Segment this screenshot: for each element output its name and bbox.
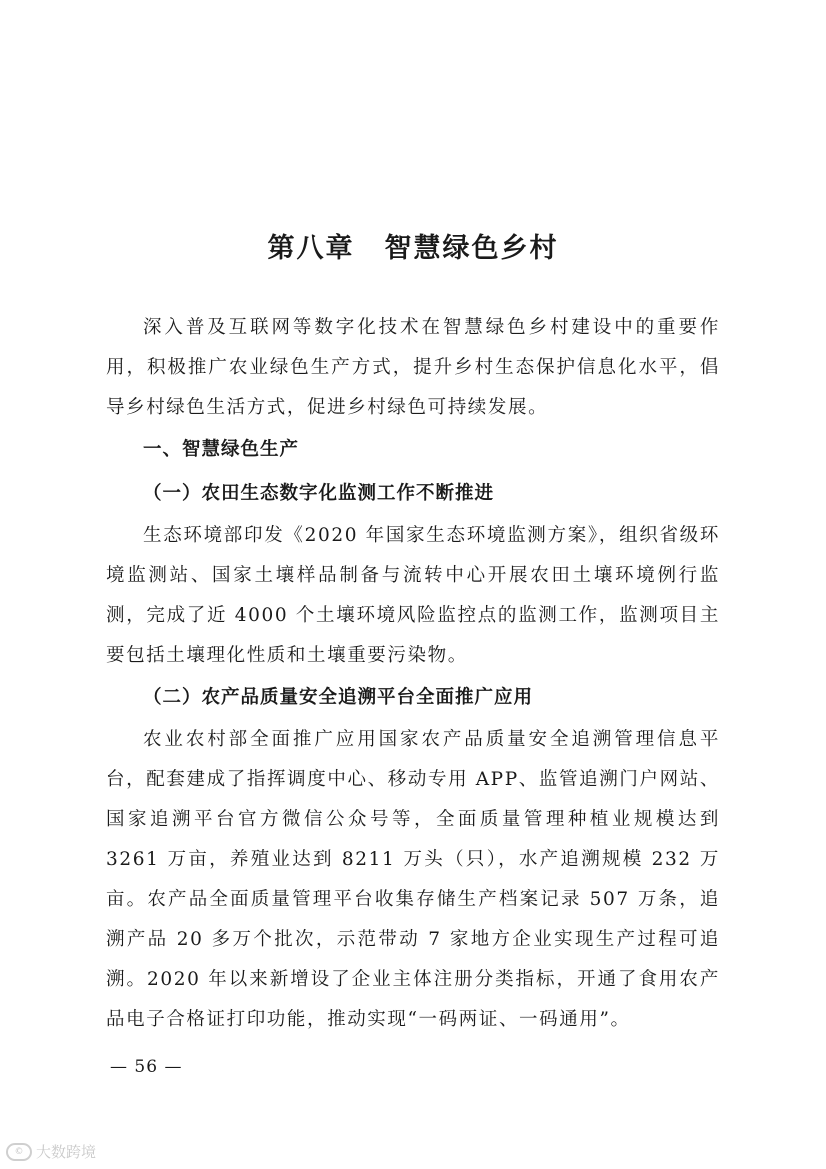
watermark	[6, 1141, 96, 1162]
section-heading: 一、智慧绿色生产	[143, 439, 300, 460]
watermark-logo-icon: ©	[6, 1143, 32, 1161]
chapter-name: 智慧绿色乡村	[384, 233, 559, 264]
chapter-number: 第八章	[267, 233, 355, 264]
watermark-text: 大数跨境	[36, 1143, 97, 1161]
subsection-body-2: 农业农村部全面推广应用国家农产品质量安全追溯管理信息平台，配套建成了指挥调度中心、移动专用 APP、监管追溯门户网站、国家追溯平台官方微信公众号等，全面质量管理种植业规模达到 3261 万亩，养殖业达到 8211 万头（只），水产追溯规模 232 万亩。农产品全面质量管理平台收集存储生产档案记录 507 万条，追溯产品 20 多万个批次，示范带动 7 家地方企业实现生产过程可追溯。2020 年以来新增设了企业主体注册分类指标，开通了食用农产品电子合格证打印功能，推动实现“一码两证、一码通用”。	[106, 729, 720, 1030]
subsection-heading-1: （一）农田生态数字化监测工作不断推进	[143, 483, 495, 504]
page-number: — 56 —	[110, 1057, 183, 1077]
subsection-heading-2: （二）农产品质量安全追溯平台全面推广应用	[143, 687, 534, 708]
subsection-body-1: 生态环境部印发《2020 年国家生态环境监测方案》，组织省级环境监测站、国家土壤样品制备与流转中心开展农田土壤环境例行监测，完成了近 4000 个土壤环境风险监控点的监测工作，监测项目主要包括土壤理化性质和土壤重要污染物。	[106, 525, 720, 666]
chapter-title	[0, 226, 826, 265]
intro-paragraph: 深入普及互联网等数字化技术在智慧绿色乡村建设中的重要作用，积极推广农业绿色生产方式，提升乡村生态保护信息化水平，倡导乡村绿色生活方式，促进乡村绿色可持续发展。	[106, 317, 720, 418]
page-body	[106, 308, 720, 1040]
